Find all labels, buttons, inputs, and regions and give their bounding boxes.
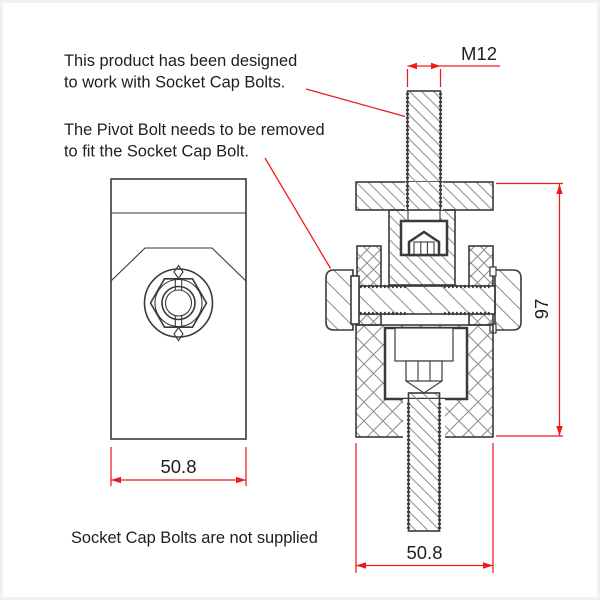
arrow-down	[556, 426, 562, 436]
front-hex-nut	[145, 266, 213, 341]
technical-drawing	[3, 3, 600, 603]
dimension-m12	[408, 43, 501, 87]
pivot-head-washer-face	[351, 276, 359, 324]
arrow-left	[408, 63, 418, 69]
nut-top-tab	[174, 266, 183, 279]
nut-bore-inner	[166, 290, 192, 316]
note-footer: Socket Cap Bolts are not supplied	[71, 529, 318, 547]
note-designed-line2: to work with Socket Cap Bolts.	[64, 73, 286, 92]
leader-pivot-bolt	[265, 158, 331, 269]
dim-label-m12: M12	[461, 43, 497, 64]
front-body-outline	[111, 179, 246, 439]
note-designed-line1: This product has been designed	[64, 52, 298, 70]
arrow-left	[111, 477, 121, 483]
leader-lines	[265, 89, 405, 269]
pivot-bolt-head	[326, 270, 353, 330]
dim-label-97: 97	[531, 298, 552, 320]
socket-cap-bolt-bottom	[409, 393, 440, 531]
arrow-up	[556, 184, 562, 194]
section-view	[326, 91, 521, 531]
nut-bore-outer	[162, 287, 195, 320]
dim-label-section-width: 50.8	[406, 542, 443, 563]
arrow-left	[356, 562, 366, 568]
front-view	[111, 179, 246, 439]
counterbore	[395, 328, 453, 361]
dim-label-front-width: 50.8	[160, 456, 197, 477]
dimension-50-8-front	[111, 447, 246, 486]
pivot-bolt-end	[495, 270, 521, 330]
note-pivot-line2: to fit the Socket Cap Bolt.	[64, 142, 249, 161]
nut-bottom-tab	[174, 328, 183, 341]
arrow-right	[236, 477, 246, 483]
leader-socket-cap-bolt	[306, 89, 405, 117]
pivot-shank	[359, 286, 495, 314]
arrow-right	[431, 63, 441, 69]
arrow-right	[483, 562, 493, 568]
note-pivot-line1: The Pivot Bolt needs to be removed	[64, 121, 325, 139]
socket-cap-bolt-top	[408, 91, 441, 210]
front-chamfer-line	[111, 248, 246, 281]
